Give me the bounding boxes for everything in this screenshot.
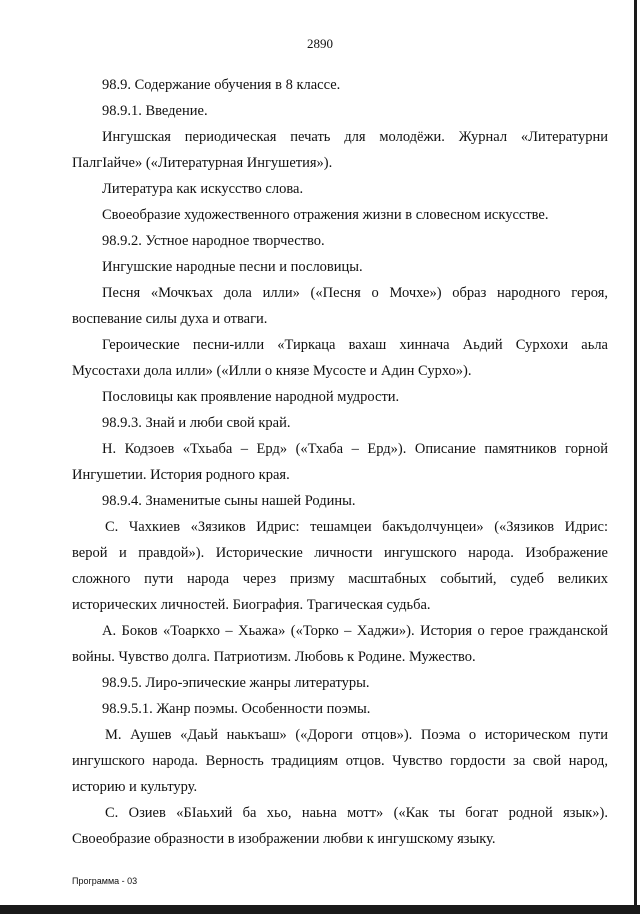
- section-heading-98-9-5: 98.9.5. Лиро-эпические жанры литературы.: [102, 675, 370, 691]
- document-body: [72, 72, 608, 852]
- section-heading-98-9-2: 98.9.2. Устное народное творчество.: [102, 233, 325, 249]
- paragraph-line: Пословицы как проявление народной мудрости.: [102, 389, 400, 405]
- paragraph-line: Мусостахи дола илли» («Илли о князе Мусосте и Адин Сурхо»).: [72, 363, 472, 379]
- paragraph-line: воспевание силы духа и отваги.: [72, 311, 268, 327]
- section-heading-98-9: 98.9. Содержание обучения в 8 классе.: [102, 77, 341, 93]
- paragraph-line: сложного пути народа через призму масштабных событий, судеб великих: [72, 571, 608, 587]
- paragraph-line: Своеобразие художественного отражения жизни в словесном искусстве.: [102, 207, 549, 223]
- section-heading-98-9-3: 98.9.3. Знай и люби свой край.: [102, 415, 291, 431]
- paragraph-line: С. Чахкиев «Зязиков Идрис: тешамцеи бакъдолчунцеи» («Зязиков Идрис:: [105, 519, 608, 535]
- page-edge-bottom: [0, 905, 640, 914]
- paragraph-line: Героические песни-илли «Тиркаца вахаш хиннача Аьдий Сурхохи аьла: [102, 337, 608, 353]
- paragraph-line: Ингушские народные песни и пословицы.: [102, 259, 363, 275]
- paragraph-line: ПалгIайче» («Литературная Ингушетия»).: [72, 155, 333, 171]
- page-number: 2890: [307, 36, 333, 51]
- paragraph-line: Своеобразие образности в изображении любви к ингушскому языку.: [72, 831, 496, 847]
- page-edge-right: [634, 0, 637, 914]
- section-heading-98-9-4: 98.9.4. Знаменитые сыны нашей Родины.: [102, 493, 356, 509]
- paragraph-line: войны. Чувство долга. Патриотизм. Любовь к Родине. Мужество.: [72, 649, 476, 665]
- footer-label: Программа - 03: [72, 876, 138, 886]
- paragraph-line: Ингушетии. История родного края.: [72, 467, 290, 483]
- paragraph-line: исторических личностей. Биография. Трагическая судьба.: [72, 597, 431, 613]
- paragraph-line: историю и культуру.: [72, 779, 198, 795]
- paragraph-line: Песня «Мочкъах дола илли» («Песня о Мочхе») образ народного героя,: [102, 285, 608, 301]
- paragraph-line: С. Озиев «БIаьхий ба хьо, наьна мотт» («Как ты богат родной язык»).: [105, 805, 608, 821]
- paragraph-line: А. Боков «Тоаркхо – Хьажа» («Торко – Хаджи»). История о герое гражданской: [102, 623, 608, 639]
- paragraph-line: Ингушская периодическая печать для молодёжи. Журнал «Литературни: [102, 129, 608, 145]
- paragraph-line: ингушского народа. Верность традициям отцов. Чувство гордости за свой народ,: [72, 753, 608, 769]
- paragraph-line: М. Аушев «Даьй наькъаш» («Дороги отцов»). Поэма о историческом пути: [105, 727, 608, 743]
- section-heading-98-9-1: 98.9.1. Введение.: [102, 103, 208, 119]
- section-heading-98-9-5-1: 98.9.5.1. Жанр поэмы. Особенности поэмы.: [102, 701, 371, 717]
- paragraph-line: Н. Кодзоев «Тхьаба – Ерд» («Тхаба – Ерд»). Описание памятников горной: [102, 441, 608, 457]
- paragraph-line: верой и правдой»). Исторические личности ингушского народа. Изображение: [72, 545, 608, 561]
- paragraph-line: Литература как искусство слова.: [102, 181, 304, 197]
